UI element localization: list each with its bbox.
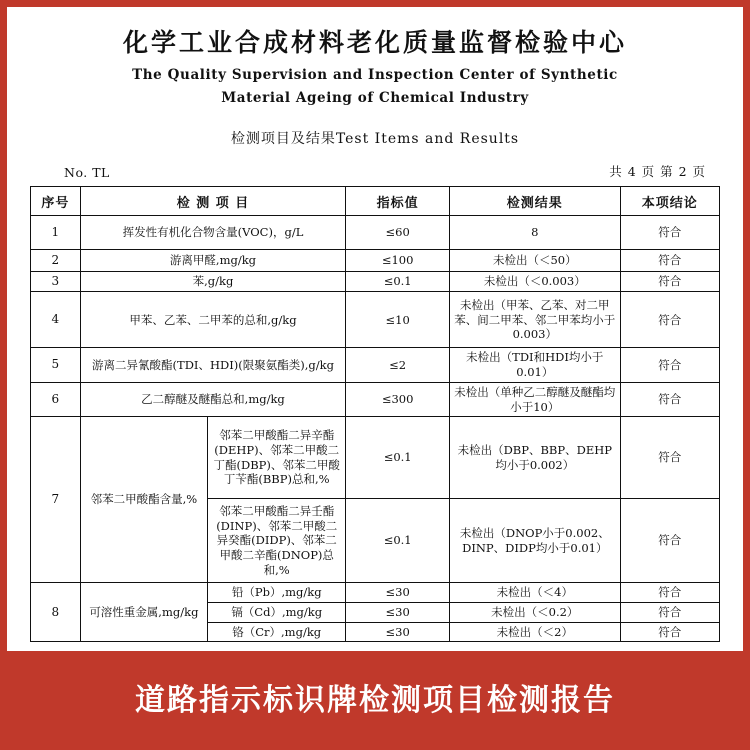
row-limit: ≤30 [346,602,450,622]
row-conclusion: 符合 [620,417,719,499]
row-result: 未检出（单种乙二醇醚及醚酯均小于10） [449,382,620,416]
row-result: 未检出（＜4） [449,583,620,603]
row-result: 未检出（＜2） [449,622,620,642]
row-no: 8 [31,583,81,642]
table-row [31,417,720,499]
row-limit: ≤10 [346,292,450,348]
row-conclusion: 符合 [620,250,719,272]
col-header-item: 检 测 项 目 [80,187,346,216]
row-subitem: 铬（Cr）,mg/kg [208,622,346,642]
organization-title-en-line1: The Quality Supervision and Inspection Center of Synthetic [132,67,618,83]
row-result: 8 [449,216,620,250]
banner-text: 道路指示标识牌检测项目检测报告 [135,683,615,718]
report-sheet [14,14,736,736]
table-row [31,272,720,292]
report-header [14,14,736,106]
row-result: 未检出（DBP、BBP、DEHP均小于0.002） [449,417,620,499]
row-subitem: 邻苯二甲酸酯二异辛酯(DEHP)、邻苯二甲酸二丁酯(DBP)、邻苯二甲酸丁苄酯(BBP)总和,% [208,417,346,499]
row-conclusion: 符合 [620,216,719,250]
col-header-no: 序号 [31,187,81,216]
row-result: 未检出（TDI和HDI均小于0.01） [449,348,620,382]
table-row [31,216,720,250]
row-item: 乙二醇醚及醚酯总和,mg/kg [80,382,346,416]
row-conclusion: 符合 [620,348,719,382]
row-limit: ≤30 [346,622,450,642]
page-indicator: 共 4 页 第 2 页 [609,164,706,179]
table-header-row [31,187,720,216]
row-conclusion: 符合 [620,382,719,416]
col-header-result: 检测结果 [449,187,620,216]
row-result: 未检出（甲苯、乙苯、对二甲苯、间二甲苯、邻二甲苯均小于0.003） [449,292,620,348]
row-limit: ≤0.1 [346,499,450,583]
row-conclusion: 符合 [620,292,719,348]
row-limit: ≤0.1 [346,417,450,499]
row-limit: ≤30 [346,583,450,603]
row-no: 7 [31,417,81,583]
row-result: 未检出（＜0.2） [449,602,620,622]
table-row [31,292,720,348]
row-item: 甲苯、乙苯、二甲苯的总和,g/kg [80,292,346,348]
col-header-conclusion: 本项结论 [620,187,719,216]
row-no: 1 [31,216,81,250]
organization-title-cn: 化学工业合成材料老化质量监督检验中心 [122,28,627,57]
row-no: 4 [31,292,81,348]
section-title: 检测项目及结果Test Items and Results [230,131,520,147]
row-item: 游离二异氰酸酯(TDI、HDI)(限聚氨酯类),g/kg [80,348,346,382]
row-subitem: 镉（Cd）,mg/kg [208,602,346,622]
row-conclusion: 符合 [620,602,719,622]
row-result: 未检出（DNOP小于0.002、DINP、DIDP均小于0.01） [449,499,620,583]
organization-title-en-line2: Material Ageing of Chemical Industry [221,90,529,106]
row-no: 6 [31,382,81,416]
row-no: 5 [31,348,81,382]
row-item: 苯,g/kg [80,272,346,292]
table-row [31,583,720,603]
row-subitem: 铅（Pb）,mg/kg [208,583,346,603]
row-subitem: 邻苯二甲酸酯二异壬酯(DINP)、邻苯二甲酸二异癸酯(DIDP)、邻苯二甲酸二辛酯(DNOP)总和,% [208,499,346,583]
test-results-table [30,186,720,642]
table-row [31,382,720,416]
table-row [31,250,720,272]
row-conclusion: 符合 [620,499,719,583]
row-item: 游离甲醛,mg/kg [80,250,346,272]
row-conclusion: 符合 [620,583,719,603]
row-limit: ≤2 [346,348,450,382]
row-result: 未检出（＜0.003） [449,272,620,292]
row-result: 未检出（＜50） [449,250,620,272]
report-number: No. TL [64,165,110,180]
table-row [31,348,720,382]
row-no: 2 [31,250,81,272]
col-header-limit: 指标值 [346,187,450,216]
bottom-banner [7,651,743,743]
row-item: 挥发性有机化合物含量(VOC)，g/L [80,216,346,250]
row-item: 邻苯二甲酸酯含量,% [80,417,207,583]
row-conclusion: 符合 [620,622,719,642]
row-limit: ≤100 [346,250,450,272]
report-meta [64,162,706,180]
row-item: 可溶性重金属,mg/kg [80,583,207,642]
row-no: 3 [31,272,81,292]
row-limit: ≤60 [346,216,450,250]
row-limit: ≤0.1 [346,272,450,292]
row-conclusion: 符合 [620,272,719,292]
row-limit: ≤300 [346,382,450,416]
